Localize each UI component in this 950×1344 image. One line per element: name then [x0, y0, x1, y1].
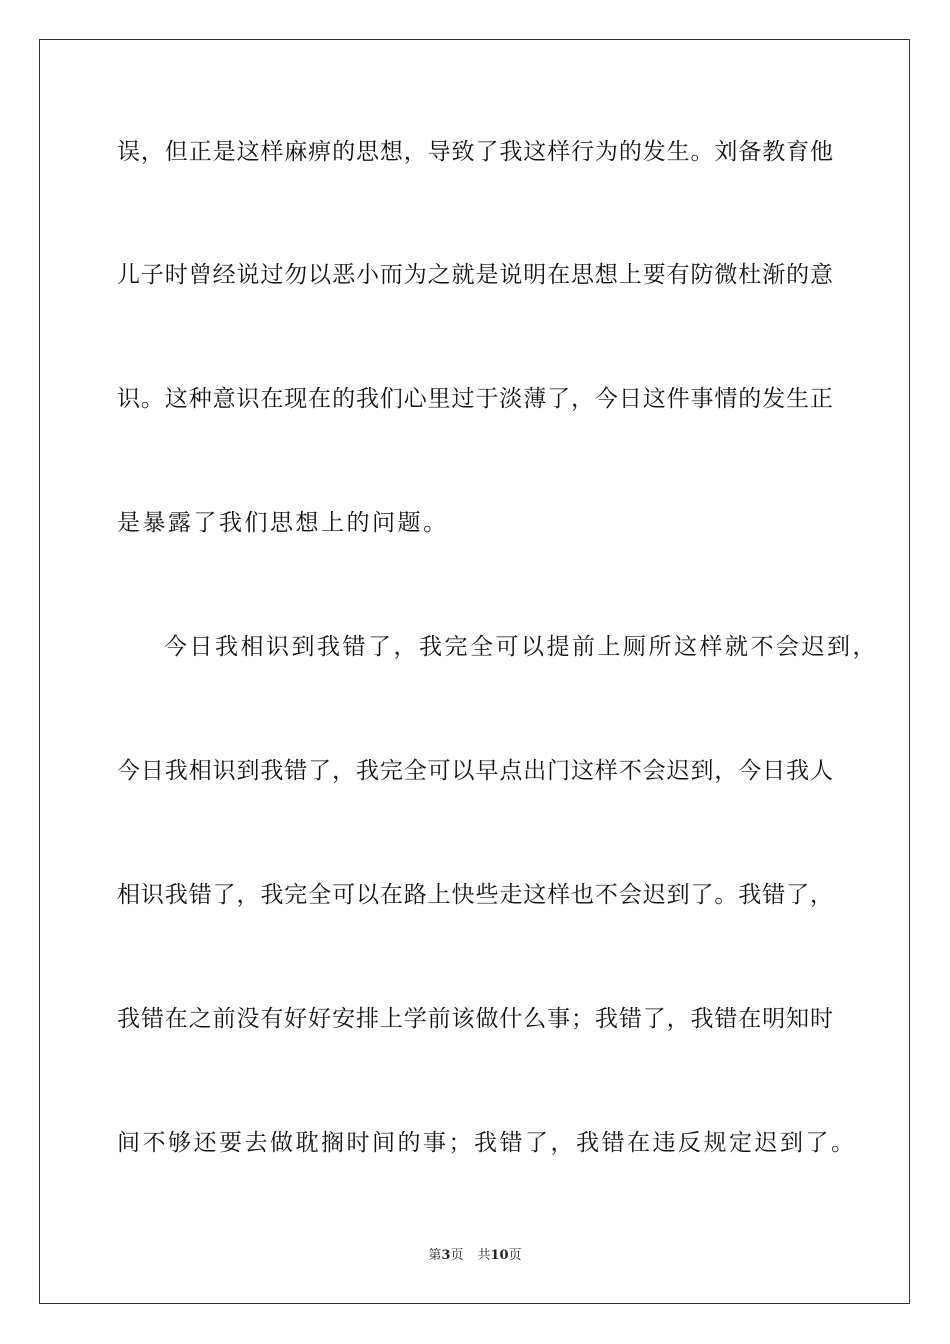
- text-line-4: 是暴露了我们思想上的问题。: [117, 510, 449, 536]
- text-line-9: 间不够还要去做耽搁时间的事；我错了，我错在违反规定迟到了。: [117, 1130, 857, 1156]
- text-line-2: 儿子时曾经说过勿以恶小而为之就是说明在思想上要有防微杜渐的意: [117, 262, 833, 288]
- text-line-5: 今日我相识到我错了，我完全可以提前上厕所这样就不会迟到，: [164, 634, 878, 660]
- text-line-1: 误，但正是这样麻痹的思想，导致了我这样行为的发生。刘备教育他: [117, 139, 833, 165]
- page-total: 10: [490, 1248, 509, 1263]
- text-line-7: 相识我错了，我完全可以在路上快些走这样也不会迟到了。我错了，: [117, 882, 833, 908]
- page-current: 3: [441, 1248, 451, 1263]
- page-frame: [39, 39, 910, 1304]
- total-suffix: 页: [508, 1248, 522, 1263]
- text-line-6: 今日我相识到我错了，我完全可以早点出门这样不会迟到，今日我人: [117, 758, 833, 784]
- text-line-8: 我错在之前没有好好安排上学前该做什么事；我错了，我错在明知时: [117, 1006, 833, 1032]
- total-prefix: 共: [477, 1248, 491, 1263]
- page-prefix: 第: [428, 1248, 442, 1263]
- text-line-3: 识。这种意识在现在的我们心里过于淡薄了，今日这件事情的发生正: [117, 386, 833, 412]
- page-footer: [0, 1247, 950, 1265]
- page-suffix: 页: [450, 1248, 464, 1263]
